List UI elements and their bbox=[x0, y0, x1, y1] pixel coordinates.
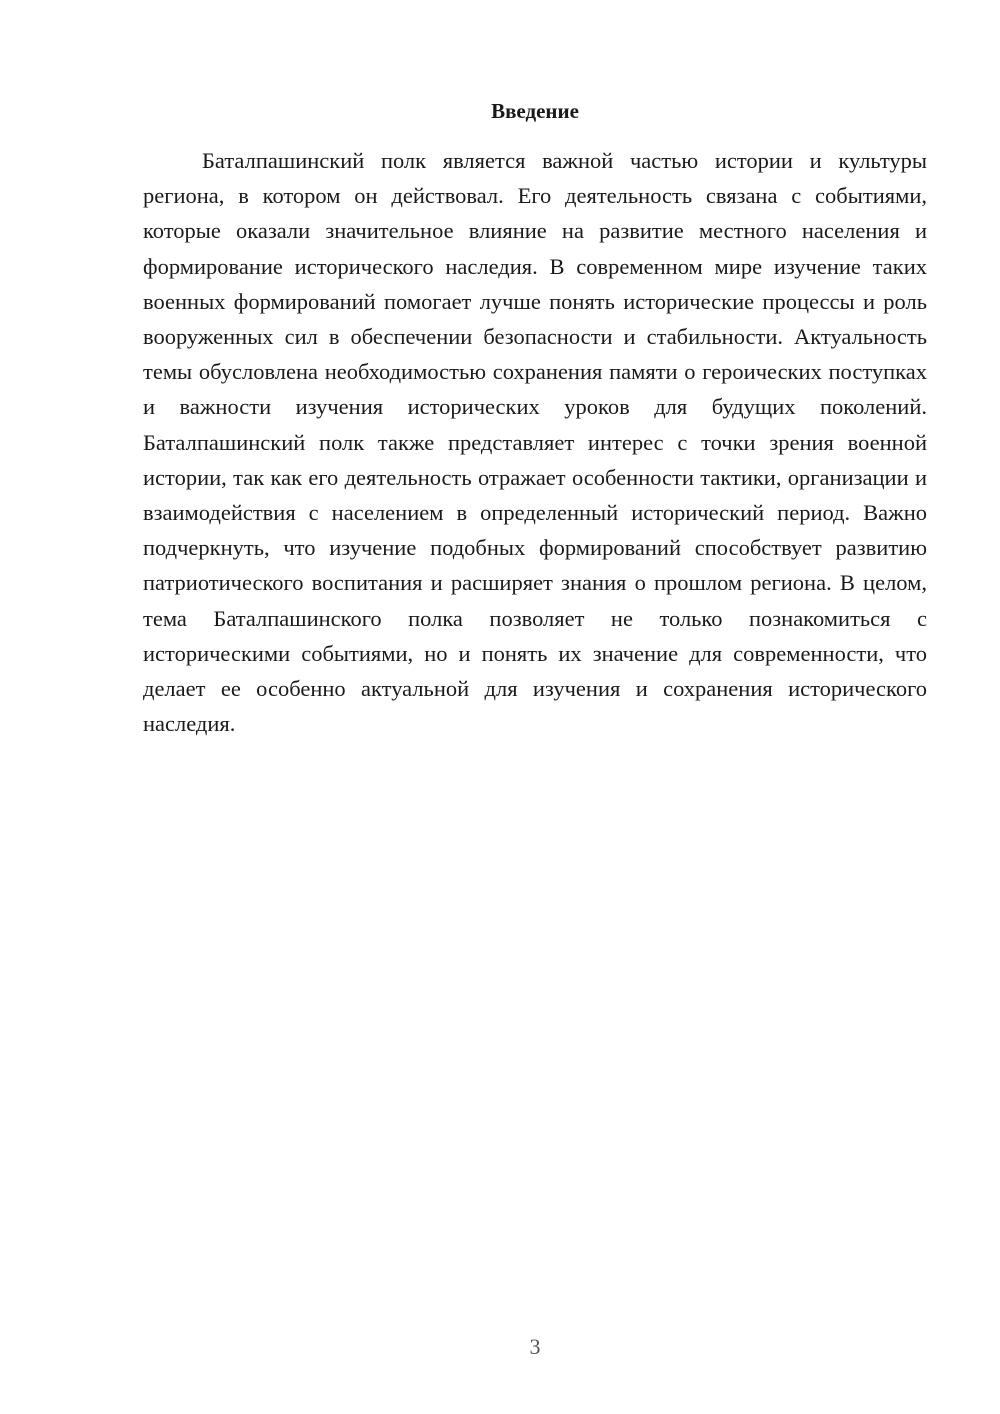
page-number: 3 bbox=[529, 1334, 541, 1359]
section-title: Введение bbox=[491, 99, 579, 123]
body-paragraph: Баталпашинский полк является важной частью истории и культуры региона, в котором он действовал. Его деятельность связана с событиями, которые оказали значительное влияние на развитие местного населения и формирование исторического наследия. В современном мире изучение таких военных формирований помогает лучше понять исторические процессы и роль вооруженных сил в обеспечении безопасности и стабильности. Актуальность темы обусловлена необходимостью сохранения памяти о героических поступках и важности изучения исторических уроков для будущих поколений. Баталпашинский полк также представляет интерес с точки зрения военной истории, так как его деятельность отражает особенности тактики, организации и взаимодействия с населением в определенный исторический период. Важно подчеркнуть, что изучение подобных формирований способствует развитию патриотического воспитания и расширяет знания о прошлом региона. В целом, тема Баталпашинского полка позволяет не только познакомиться с историческими событиями, но и понять их значение для современности, что делает ее особенно актуальной для изучения и сохранения исторического наследия. bbox=[143, 148, 927, 737]
